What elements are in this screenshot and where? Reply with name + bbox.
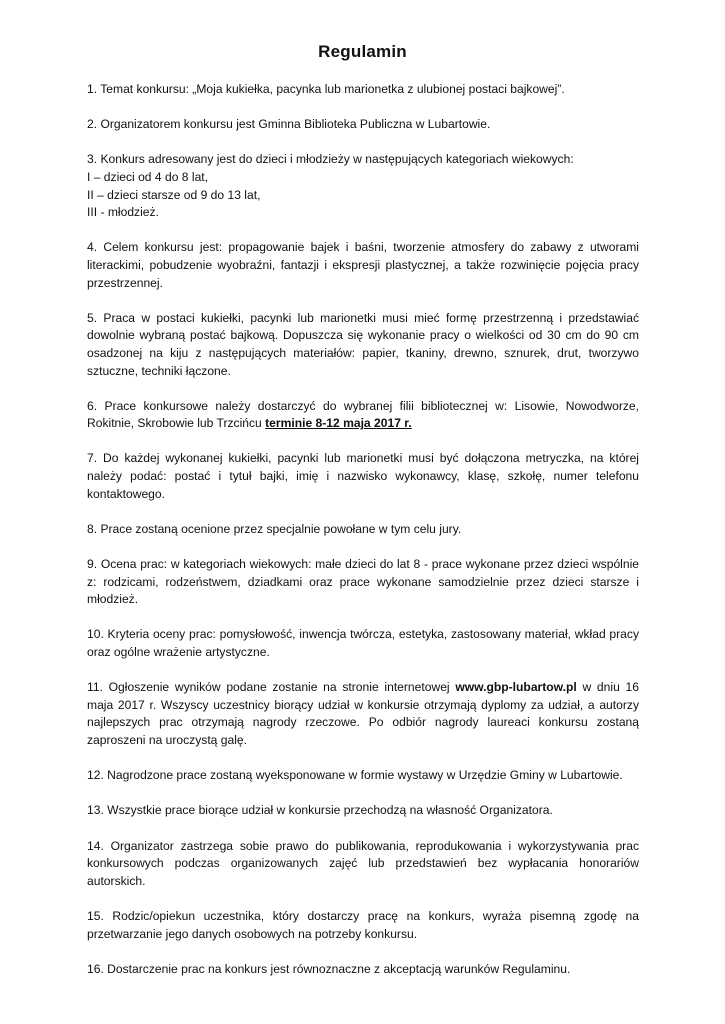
paragraph-10: 10. Kryteria oceny prac: pomysłowość, inwencja twórcza, estetyka, zastosowany materiał, wkład pracy oraz ogólne wrażenie artystyczne. [87,627,639,659]
document-body [87,81,639,996]
paragraph-4: 4. Celem konkursu jest: propagowanie bajek i baśni, tworzenie atmosfery do zabawy z utworami literackimi, pobudzenie wyobraźni, fantazji i ekspresji plastycznej, a także rozwinięcie pojęcia pracy przestrzennej. [87,240,639,290]
paragraph-8: 8. Prace zostaną ocenione przez specjalnie powołane w tym celu jury. [87,521,462,536]
paragraph-14: 14. Organizator zastrzega sobie prawo do publikowania, reprodukowania i wykorzystywania prac konkursowych podczas organizowanych zajęć lub przedstawień bez wypłacania honorariów autorskich. [87,838,639,888]
page-title: Regulamin [318,42,407,61]
age-category-3: III - młodzież. [87,205,159,220]
paragraph-9: 9. Ocena prac: w kategoriach wiekowych: małe dzieci do lat 8 - prace wykonane przez dzieci wspólnie z: rodzicami, rodzeństwem, dziadkami oraz prace wykonane samodzielnie przez dzieci starsze i młodzież. [87,557,639,607]
paragraph-11 [87,679,639,749]
paragraph-13: 13. Wszystkie prace biorące udział w konkursie przechodzą na własność Organizatora. [87,803,553,818]
paragraph-15: 15. Rodzic/opiekun uczestnika, który dostarczy pracę na konkurs, wyraża pisemną zgodę na przetwarzanie jego danych osobowych na potrzeby konkursu. [87,908,639,941]
paragraph-12: 12. Nagrodzone prace zostaną wyeksponowane w formie wystawy w Urzędzie Gminy w Lubartowie. [87,768,623,783]
paragraph-16: 16. Dostarczenie prac na konkurs jest równoznaczne z akceptacją warunków Regulaminu. [87,961,571,976]
paragraph-6-text: 6. Prace konkursowe należy dostarczyć do wybranej filii bibliotecznej w: Lisowie, Nowodworze, Rokitnie, Skrobowie lub Trzcińcu [87,398,639,431]
paragraph-11-after: w dniu 16 maja 2017 r. Wszyscy uczestnicy biorący udział w konkursie otrzymają dyplomy za udział, a autorzy najlepszych prac otrzymają nagrody rzeczowe. Po odbiór nagrody laureaci konkursu zostaną zaproszeni na uroczystą galę. [87,680,639,747]
paragraph-2: 2. Organizatorem konkursu jest Gminna Biblioteka Publiczna w Lubartowie. [87,117,491,132]
age-category-1: I – dzieci od 4 do 8 lat, [87,169,209,184]
paragraph-7: 7. Do każdej wykonanej kukiełki, pacynki lub marionetki musi być dołączona metryczka, na której należy podać: postać i tytuł bajki, imię i nazwisko wykonawcy, klasę, szkołę, numer telefonu kontaktowego. [87,451,639,501]
age-category-2: II – dzieci starsze od 9 do 13 lat, [87,187,261,202]
paragraph-3 [87,151,639,221]
paragraph-3-intro: 3. Konkurs adresowany jest do dzieci i młodzieży w następujących kategoriach wiekowych: [87,152,574,167]
paragraph-6 [87,398,639,433]
paragraph-1: 1. Temat konkursu: „Moja kukiełka, pacynka lub marionetka z ulubionej postaci bajkowej”. [87,82,565,96]
website-link[interactable]: www.gbp-lubartow.pl [455,680,577,695]
paragraph-5: 5. Praca w postaci kukiełki, pacynki lub marionetki musi mieć formę przestrzenną i przedstawiać dowolnie wybraną postać bajkową. Dopuszcza się wykonanie pracy o wielkości od 30 cm do 90 cm osadzonej na kiju z następujących materiałów: papier, tkaniny, drewno, sznurek, drut, tworzywo sztuczne, techniki łączone. [87,310,639,378]
submission-deadline: terminie 8-12 maja 2017 r. [265,416,412,431]
paragraph-11-before: 11. Ogłoszenie wyników podane zostanie na stronie internetowej [87,680,456,695]
